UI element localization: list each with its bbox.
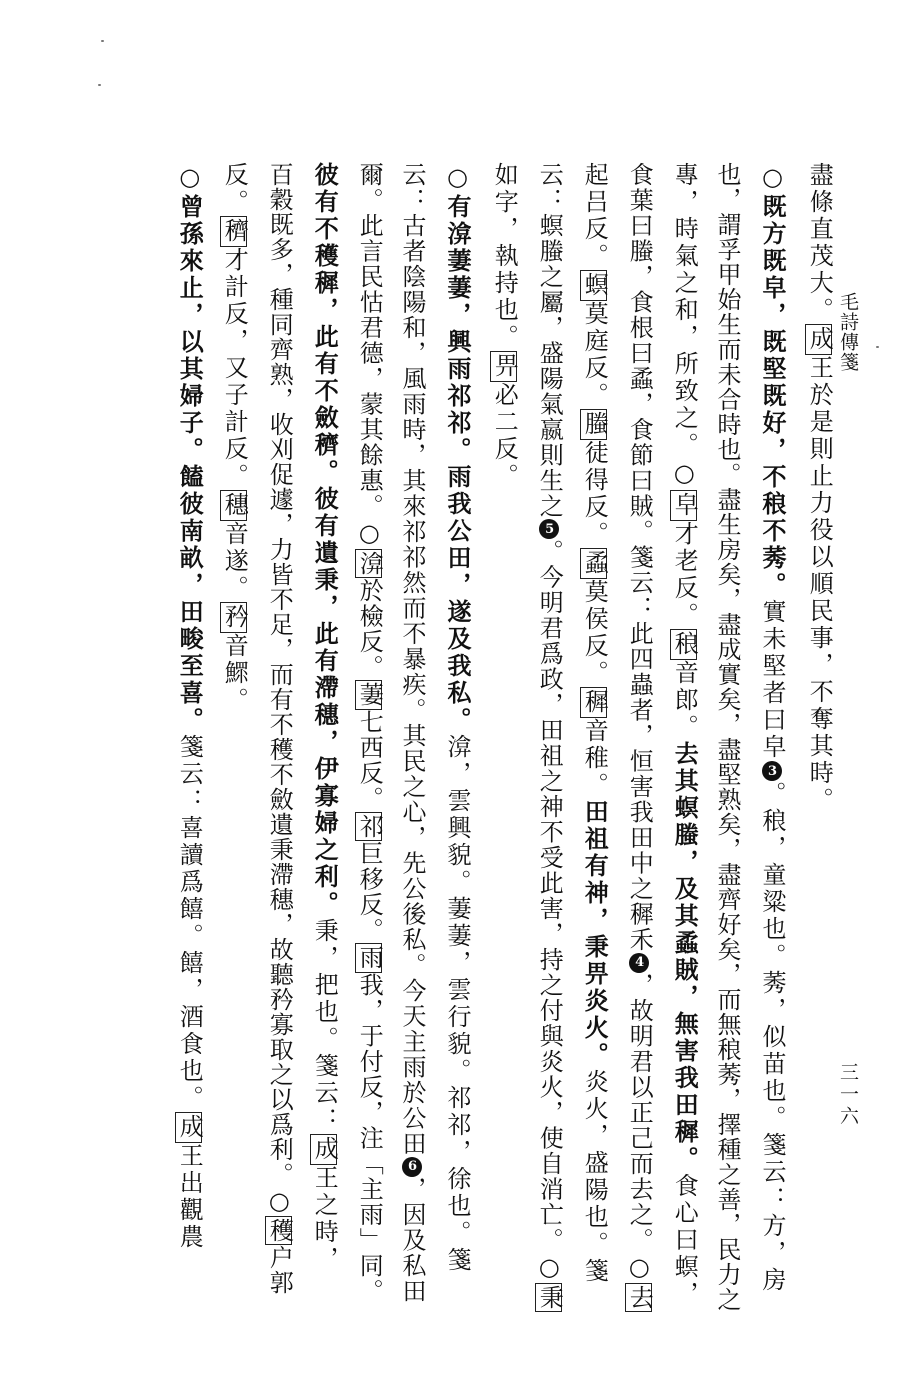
commentary-text: 食心曰螟， xyxy=(670,1173,699,1308)
commentary-text: 食葉曰螣，食根曰蟊，食節曰賊。箋云：此四蟲者，恒害我田中之穉禾 xyxy=(625,162,654,953)
text-column xyxy=(670,162,700,1308)
verse-text: 去其螟螣，及其蟊賊，無害我田穉。 xyxy=(670,741,700,1173)
boxed-headword: 渰 xyxy=(355,550,384,576)
boxed-headword: 成 xyxy=(805,326,834,353)
commentary-text: 。稂，童粱也。莠，似苗也。箋云：方，房 xyxy=(758,781,786,1294)
commentary-text: 才老反。 xyxy=(670,521,699,629)
commentary-text: 爾。此言民怙君德，蒙其餘惠。○ xyxy=(355,162,384,549)
text-column xyxy=(400,162,424,1304)
boxed-headword: 穫 xyxy=(265,1218,294,1243)
commentary-text: 也，謂孚甲始生而未合時也。盡生房矣，盡成實矣，盡堅熟矣，盡齊好矣，而無稂莠，擇種之善，民力之 xyxy=(713,162,741,1312)
commentary-text: 於檢反。 xyxy=(355,578,384,680)
boxed-headword: 萋 xyxy=(355,682,384,708)
commentary-text: 音遂。 xyxy=(220,521,249,602)
boxed-headword: 成 xyxy=(175,1114,204,1141)
text-column xyxy=(580,162,610,1285)
commentary-text: 王之時， xyxy=(310,1165,339,1273)
commentary-text: 。今明君爲政，田祖之神不受此害，持之付與炎火，使自消亡。○ xyxy=(535,539,564,1283)
commentary-text: 箋云：喜讀爲饎。饎，酒食也。 xyxy=(175,734,204,1112)
commentary-text: 我，于付反，注「主雨」同。 xyxy=(355,972,384,1304)
boxed-headword: 穉 xyxy=(580,689,609,716)
boxed-headword: 螣 xyxy=(580,411,609,438)
boxed-headword: 去 xyxy=(625,1284,654,1310)
commentary-text: 渰，雲興貌。萋萋，雲行貌。祁祁，徐也。箋 xyxy=(443,734,471,1274)
commentary-text: 王於是則止力役以順民事，不奪其時。 xyxy=(805,355,834,814)
boxed-headword: 螟 xyxy=(580,272,609,299)
text-column xyxy=(490,162,517,490)
commentary-text: 如字，執持也。 xyxy=(490,162,519,351)
commentary-text: 莫庭反。 xyxy=(580,301,609,409)
commentary-text: 必二反。 xyxy=(490,382,519,490)
boxed-headword: 雨 xyxy=(355,945,384,971)
commentary-text: ，因及私田 xyxy=(398,1176,426,1304)
commentary-text: 七西反。 xyxy=(355,709,384,812)
text-column xyxy=(265,162,292,1295)
commentary-text: 反。 xyxy=(220,162,249,216)
verse-text: ○既方既皁，既堅既好，不稂不莠。 xyxy=(758,162,787,599)
note-marker: 5 xyxy=(539,519,559,539)
boxed-headword: 蟊 xyxy=(580,550,609,577)
boxed-headword: 稂 xyxy=(670,631,699,658)
running-header-title: 毛詩傳箋 xyxy=(837,292,859,372)
commentary-text: 音鰥。 xyxy=(220,633,249,714)
text-column xyxy=(715,162,739,1312)
text-column xyxy=(220,162,247,714)
verse-text: 彼有不穫穉，此有不斂穧。彼有遺秉，此有滯穗，伊寡婦之利。 xyxy=(310,162,340,918)
text-column xyxy=(310,162,340,1273)
commentary-text: 起吕反。 xyxy=(580,162,609,270)
boxed-headword: 皁 xyxy=(670,492,699,519)
commentary-text: 秉，把也。箋云： xyxy=(310,918,339,1134)
text-column xyxy=(443,162,472,1274)
boxed-headword: 畀 xyxy=(490,353,519,380)
commentary-text: 王出觀農 xyxy=(175,1143,204,1251)
note-marker: 6 xyxy=(402,1157,422,1177)
commentary-text: 盡條直茂大。 xyxy=(805,162,834,324)
text-column xyxy=(175,162,205,1251)
commentary-text: 音稚。 xyxy=(580,718,609,799)
scan-speck xyxy=(98,84,101,86)
verse-text: ○曾孫來止，以其婦子。饁彼南畝，田畯至喜。 xyxy=(175,162,205,734)
text-column xyxy=(535,162,562,1312)
boxed-headword: 祁 xyxy=(355,813,384,839)
verse-text: 田祖有神，秉畀炎火。 xyxy=(580,799,610,1069)
commentary-text: 云：古者陰陽和，風雨時，其來祁祁然而不暴疾。其民之心，先公後私。今天主雨於公田 xyxy=(398,162,426,1157)
commentary-text: 户郭 xyxy=(265,1245,294,1295)
text-column xyxy=(625,162,652,1312)
boxed-headword: 成 xyxy=(310,1136,339,1163)
boxed-headword: 秉 xyxy=(535,1284,564,1310)
commentary-text: 云：螟螣之屬，盛陽氣嬴則生之 xyxy=(535,162,564,519)
scan-speck xyxy=(101,40,104,42)
text-column xyxy=(805,162,832,814)
note-marker: 3 xyxy=(762,761,782,781)
note-marker: 4 xyxy=(629,953,649,973)
scan-speck xyxy=(876,346,879,348)
commentary-text: 莫侯反。 xyxy=(580,579,609,687)
commentary-text: 音郎。 xyxy=(670,660,699,741)
text-column xyxy=(758,162,787,1294)
commentary-text: ，故明君以正己而去之。○ xyxy=(625,972,654,1283)
commentary-text: 巨移反。 xyxy=(355,841,384,943)
commentary-text: 專，時氣之和，所致之。○ xyxy=(670,162,699,490)
commentary-text: 百穀既多，種同齊熟，收刈促遽，力皆不足，而有不穫不斂遺秉滯穗，故聽矜寡取之以爲利。○ xyxy=(265,162,294,1216)
boxed-headword: 穧 xyxy=(220,218,249,245)
page-number: 三一六 xyxy=(837,1062,859,1128)
commentary-text: 才計反，又子計反。 xyxy=(220,247,249,490)
commentary-text: 炎火，盛陽也。箋 xyxy=(580,1069,609,1285)
text-column xyxy=(355,162,382,1304)
verse-text: ○有渰萋萋，興雨祁祁。雨我公田，遂及我私。 xyxy=(443,162,472,734)
commentary-text: 徒得反。 xyxy=(580,440,609,548)
boxed-headword: 穗 xyxy=(220,492,249,519)
commentary-text: 實未堅者曰皁 xyxy=(758,599,786,761)
boxed-headword: 矜 xyxy=(220,604,249,631)
